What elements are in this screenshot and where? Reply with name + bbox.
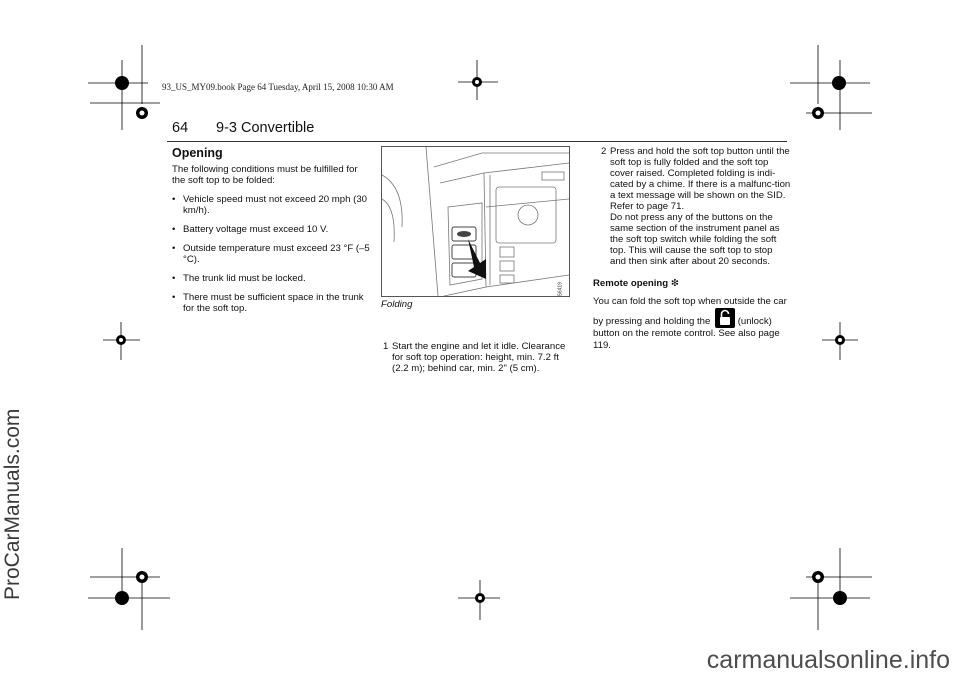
option-symbol-icon: ❇ (670, 278, 679, 289)
print-info-line: 93_US_MY09.book Page 64 Tuesday, April 15, 2008 10:30 AM (162, 82, 394, 92)
page-number: 64 (172, 120, 189, 136)
folding-illustration (381, 146, 570, 297)
figure-code: S6419 (557, 282, 563, 297)
step-1 (383, 341, 573, 374)
condition-list (172, 194, 372, 314)
step-note: Do not press any of the buttons on the same section of the instrument panel as the soft top switch while folding the soft top. This will cause the soft top to stop and then sink after about 20 seconds. (610, 212, 780, 267)
figure-caption: Folding (381, 299, 413, 310)
list-item: • Outside temperature must exceed 23 °F (–5 °C). (172, 243, 372, 265)
remote-opening-text (593, 296, 789, 352)
intro-text: The following conditions must be fulfilled for the soft top to be folded: (172, 164, 358, 186)
step-number: 1 (383, 341, 389, 352)
side-watermark: ProCarManuals.com (1, 408, 24, 600)
step-2 (601, 146, 791, 267)
list-item: • There must be sufficient space in the trunk for the soft top. (172, 292, 372, 314)
remote-heading-text: Remote opening (593, 278, 669, 289)
remote-opening-heading (593, 278, 679, 289)
left-column (172, 146, 372, 322)
unlock-button-icon (715, 308, 735, 328)
list-item: • The trunk lid must be locked. (172, 273, 372, 284)
bottom-watermark: carmanualsonline.info (706, 646, 950, 674)
step-number: 2 (601, 146, 607, 157)
header-rule (167, 141, 787, 142)
step-text: Start the engine and let it idle. Clearance for soft top operation: height, min. 7.2 ft (2.2 m); behind car, min. 2" (5 cm). (392, 341, 566, 374)
list-item: • Vehicle speed must not exceed 20 mph (30 km/h). (172, 194, 372, 216)
console-drawing (382, 147, 569, 296)
remote-text-b: (unlock) button on the remote control. See also page 119. (593, 316, 780, 351)
step-text: Press and hold the soft top button until the soft top is fully folded and the soft top cover raised. Completed folding is indi-cated by a chime. If there is a malfunc-tion a text message will be shown on the SID. Refer to page 71. (610, 146, 791, 212)
page-title: 9-3 Convertible (216, 120, 315, 136)
remote-text-a: You can fold the soft top when outside the car by pressing and holding the (593, 296, 787, 327)
list-item: • Battery voltage must exceed 10 V. (172, 224, 372, 235)
section-heading: Opening (172, 146, 223, 160)
